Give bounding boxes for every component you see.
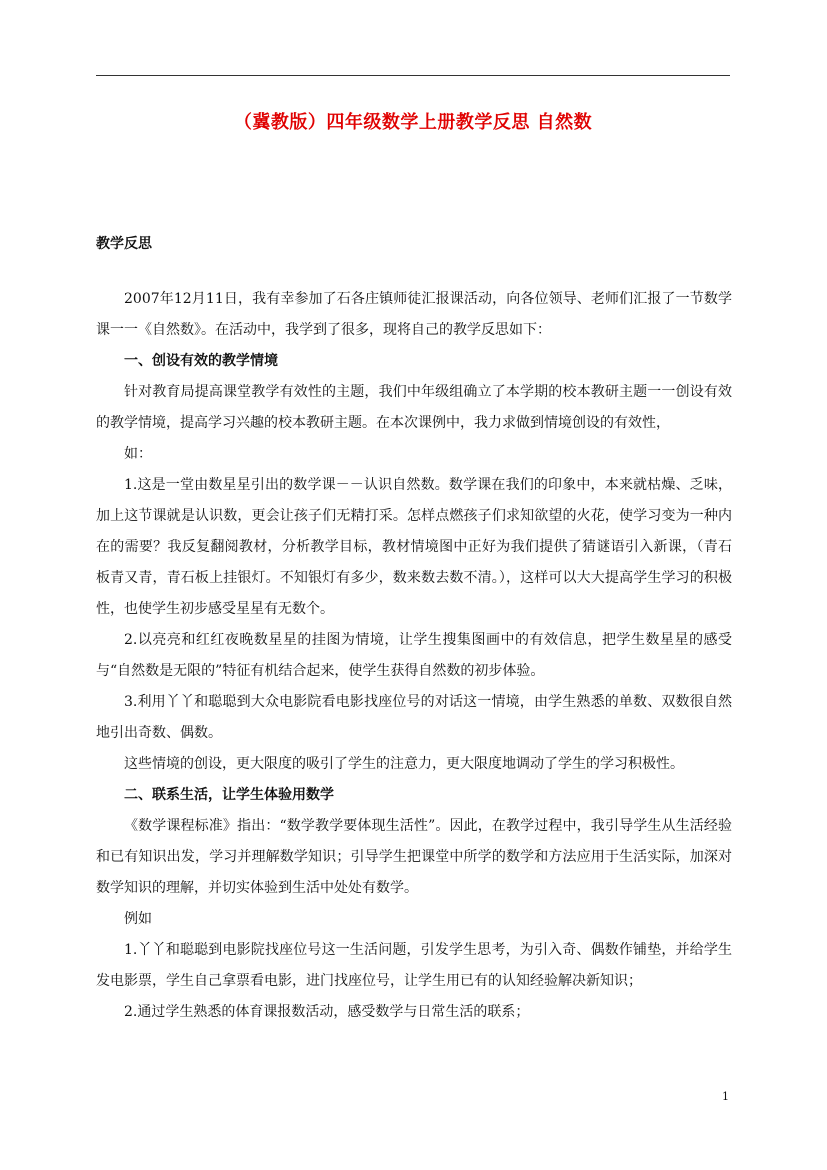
paragraph: 《数学课程标准》指出：“数学教学要体现生活性”。因此，在教学过程中，我引导学生从生活经验和已有知识出发，学习并理解数学知识；引导学生把课堂中所学的数学和方法应用于生活实际，加深对数学知识的理解，并切实体验到生活中处处有数学。 [96, 818, 732, 896]
paragraph: 如： [124, 446, 152, 462]
paragraph: 1.这是一堂由数星星引出的数学课－－认识自然数。数学课在我们的印象中，本来就枯燥、乏味，加上这节课就是认识数，更会让孩子们无精打采。怎样点燃孩子们求知欲望的火花，使学习变为一种内在的需要？我反复翻阅教材，分析教学目标，教材情境图中正好为我们提供了猜谜语引入新课，（青石板青又青，青石板上挂银灯。不知银灯有多少，数来数去数不清。），这样可以大大提高学生学习的积极性，也使学生初步感受星星有无数个。 [96, 477, 732, 617]
document-title: （冀教版）四年级数学上册教学反思 自然数 [233, 112, 593, 133]
section-heading: 一、创设有效的教学情境 [124, 353, 278, 369]
header-rule [96, 75, 730, 76]
paragraph: 例如 [124, 911, 152, 927]
paragraph: 3.利用丫丫和聪聪到大众电影院看电影找座位号的对话这一情境，由学生熟悉的单数、双数很自然地引出奇数、偶数。 [96, 694, 732, 741]
paragraph: 2.通过学生熟悉的体育课报数活动，感受数学与日常生活的联系； [124, 1004, 530, 1020]
section-label: 教学反思 [96, 236, 152, 252]
section-heading: 二、联系生活，让学生体验用数学 [124, 787, 334, 803]
document-body [96, 284, 732, 1028]
paragraph: 2007年12月11日，我有幸参加了石各庄镇师徒汇报课活动，向各位领导、老师们汇报了一节数学课一一《自然数》。在活动中，我学到了很多，现将自己的教学反思如下： [96, 291, 732, 338]
paragraph: 2.以亮亮和红红夜晚数星星的挂图为情境，让学生搜集图画中的有效信息，把学生数星星的感受与“自然数是无限的”特征有机结合起来，使学生获得自然数的初步体验。 [96, 632, 732, 679]
paragraph: 1.丫丫和聪聪到电影院找座位号这一生活问题，引发学生思考，为引入奇、偶数作铺垫，并给学生发电影票，学生自己拿票看电影，进门找座位号，让学生用已有的认知经验解决新知识； [96, 942, 732, 989]
paragraph: 针对教育局提高课堂教学有效性的主题，我们中年级组确立了本学期的校本教研主题一一创设有效的教学情境，提高学习兴趣的校本教研主题。在本次课例中，我力求做到情境创设的有效性， [96, 384, 732, 431]
paragraph: 这些情境的创设，更大限度的吸引了学生的注意力，更大限度地调动了学生的学习积极性。 [124, 756, 684, 772]
page-number: 1 [722, 1090, 729, 1103]
